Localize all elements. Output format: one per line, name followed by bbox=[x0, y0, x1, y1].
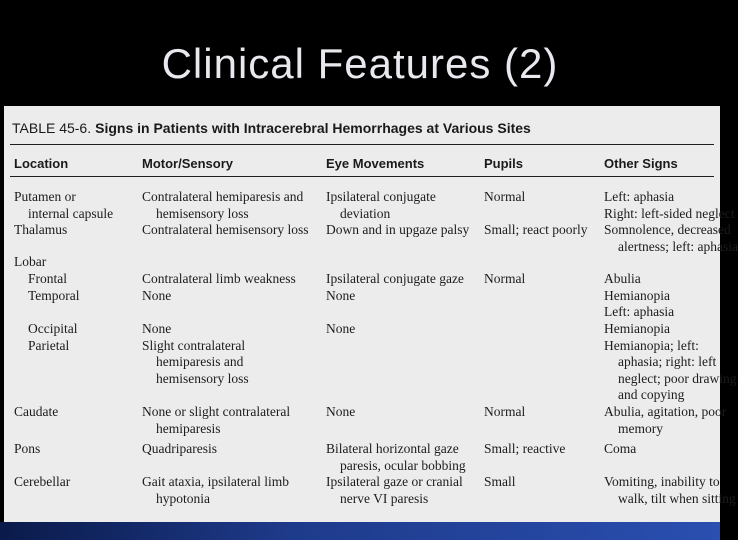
row-caudate-location: Caudate bbox=[14, 404, 59, 419]
row-thalamus-motor: Contralateral hemisensory loss bbox=[142, 222, 309, 237]
row-caudate-eye: None bbox=[326, 404, 356, 419]
header-pupils: Pupils bbox=[484, 156, 524, 171]
row-pons-eye: Bilateral horizontal gaze paresis, ocular bobbing bbox=[326, 441, 466, 473]
row-thalamus-location: Thalamus bbox=[14, 222, 68, 237]
row-putamen-location: Putamen or internal capsule bbox=[14, 189, 114, 221]
row-lobar-location: Lobar bbox=[14, 254, 47, 269]
row-occipital-parietal-motor: None Slight contralateral hemiparesis and hemisensory loss bbox=[142, 321, 249, 386]
slide-title: Clinical Features (2) bbox=[161, 40, 559, 87]
row-cerebellar-motor: Gait ataxia, ipsilateral limb hypotonia bbox=[142, 474, 289, 506]
row-frontal-temporal-eye: Ipsilateral conjugate gaze None bbox=[326, 271, 464, 303]
row-cerebellar-other: Vomiting, inability to walk, tilt when sitting bbox=[604, 474, 736, 506]
row-occipital-parietal-location: Occipital Parietal bbox=[28, 321, 78, 353]
top-rule bbox=[10, 144, 714, 145]
row-cerebellar-location: Cerebellar bbox=[14, 474, 71, 489]
header-motor-sensory: Motor/Sensory bbox=[142, 156, 234, 171]
header-other-signs: Other Signs bbox=[604, 156, 678, 171]
row-cerebellar-pupils: Small bbox=[484, 474, 516, 489]
row-thalamus-pupils: Small; react poorly bbox=[484, 222, 588, 237]
table-caption: Signs in Patients with Intracerebral Hemorrhages at Various Sites bbox=[95, 120, 531, 136]
row-putamen-eye: Ipsilateral conjugate deviation bbox=[326, 189, 436, 221]
row-occipital-parietal-other: Hemianopia Hemianopia; left: aphasia; right: left neglect; poor drawing and copying bbox=[604, 321, 737, 402]
row-cerebellar-eye: Ipsilateral gaze or cranial nerve VI paresis bbox=[326, 474, 463, 506]
row-frontal-temporal-pupils: Normal bbox=[484, 271, 526, 286]
row-pons-other: Coma bbox=[604, 441, 637, 456]
row-caudate-other: Abulia, agitation, poor memory bbox=[604, 404, 727, 436]
row-pons-pupils: Small; reactive bbox=[484, 441, 566, 456]
header-rule bbox=[10, 176, 714, 177]
row-putamen-other: Left: aphasia Right: left-sided neglect bbox=[604, 189, 735, 221]
header-eye-movements: Eye Movements bbox=[326, 156, 425, 171]
row-frontal-temporal-location: Frontal Temporal bbox=[28, 271, 80, 303]
scanned-table bbox=[4, 106, 738, 522]
row-frontal-temporal-motor: Contralateral limb weakness None bbox=[142, 271, 296, 303]
table-title bbox=[12, 120, 531, 136]
row-occipital-parietal-eye: None bbox=[326, 321, 356, 336]
row-pons-motor: Quadriparesis bbox=[142, 441, 217, 456]
row-thalamus-eye: Down and in upgaze palsy bbox=[326, 222, 470, 237]
row-caudate-motor: None or slight contralateral hemiparesis bbox=[142, 404, 291, 436]
row-putamen-pupils: Normal bbox=[484, 189, 526, 204]
row-frontal-temporal-other: Abulia Hemianopia Left: aphasia bbox=[604, 271, 675, 319]
header-location: Location bbox=[14, 156, 69, 171]
row-putamen-motor: Contralateral hemiparesis and hemisensory loss bbox=[142, 189, 304, 221]
slide-footer-bar bbox=[0, 522, 720, 540]
row-thalamus-other: Somnolence, decreased alertness; left: aphasia bbox=[604, 222, 738, 254]
row-pons-location: Pons bbox=[14, 441, 41, 456]
table-label: TABLE 45-6. bbox=[12, 120, 92, 136]
row-caudate-pupils: Normal bbox=[484, 404, 526, 419]
